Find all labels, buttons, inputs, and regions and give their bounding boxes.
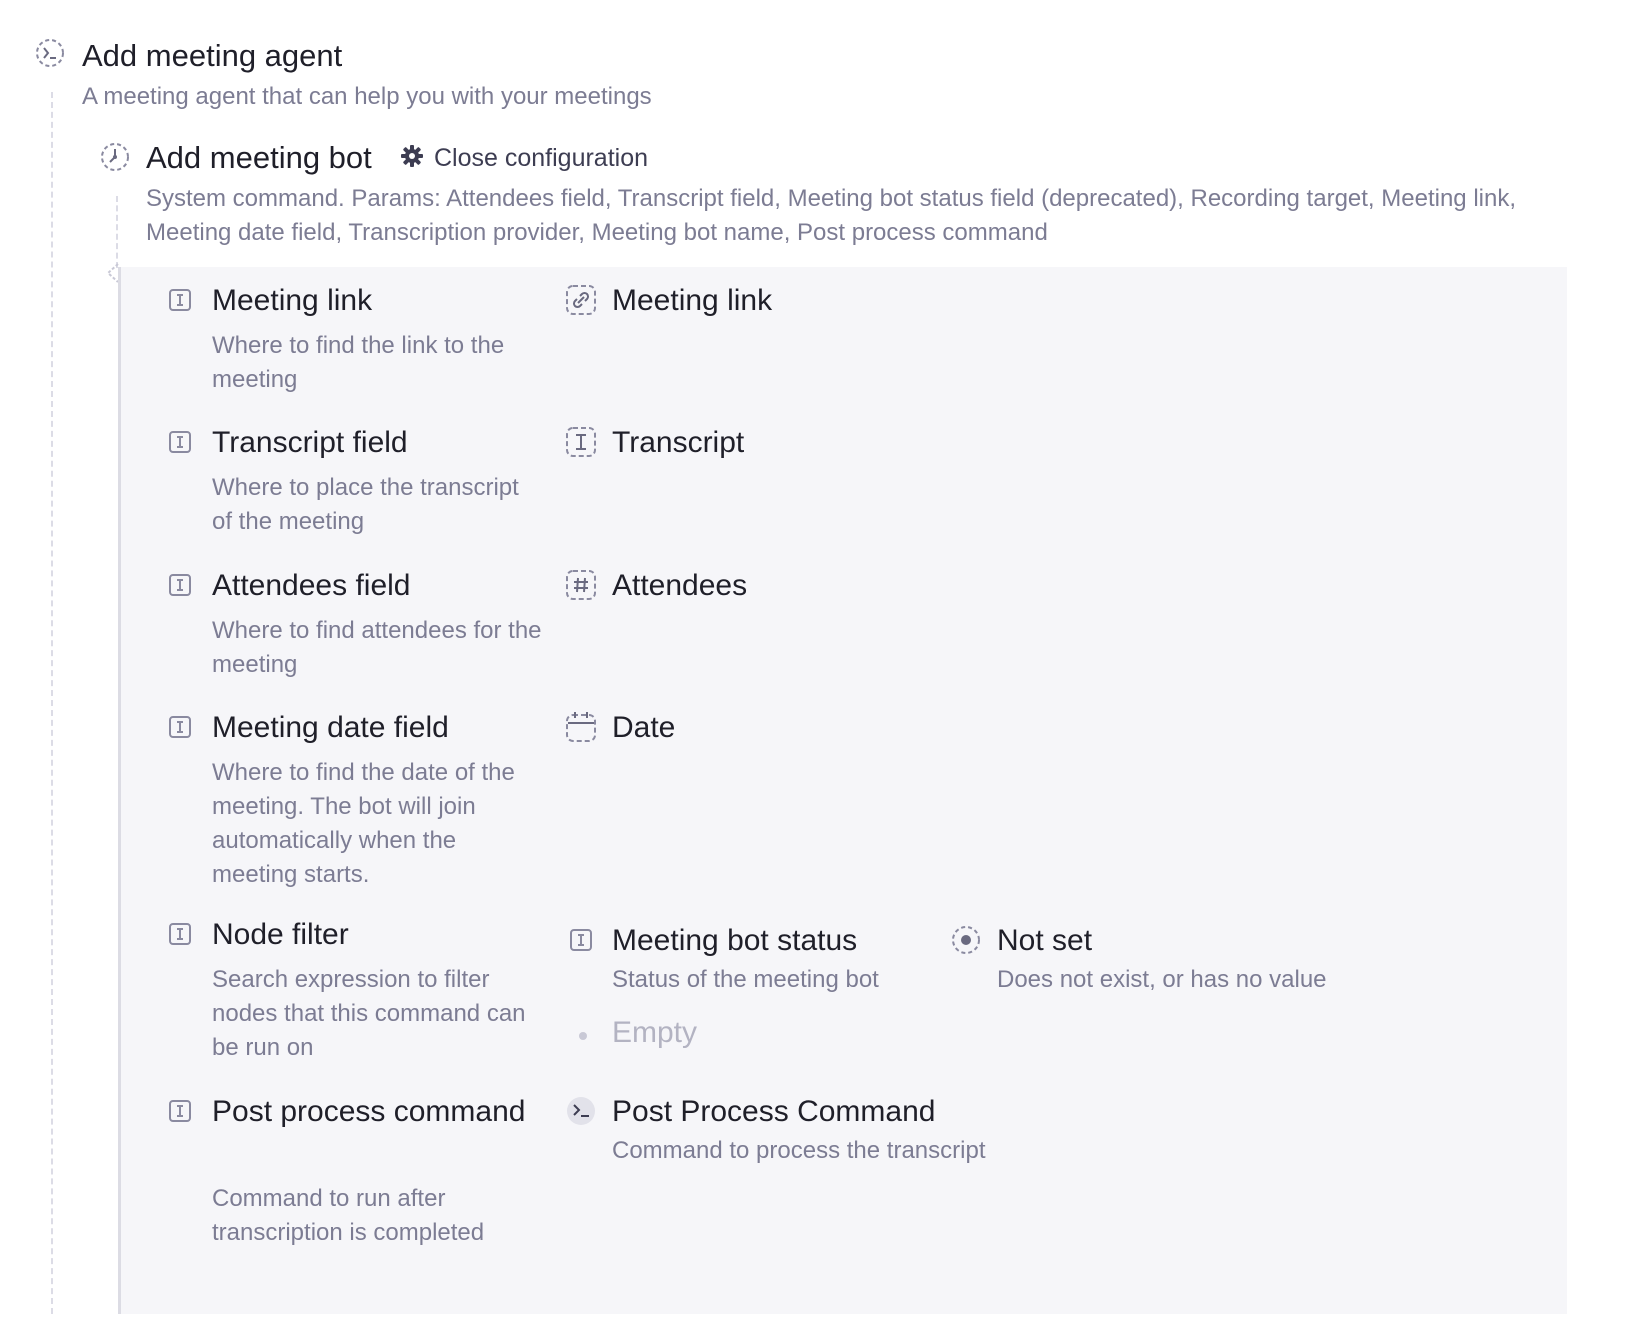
agent-terminal-icon [35, 38, 65, 68]
value-description: Status of the meeting bot [612, 966, 879, 993]
agent-title: Add meeting agent [82, 38, 343, 73]
value-description: Does not exist, or has no value [997, 966, 1327, 993]
close-configuration-label: Close configuration [434, 143, 649, 172]
value-name: Post Process Command [612, 1095, 936, 1128]
param-description: Search expression to filter nodes that this command can be run on [212, 966, 526, 1061]
text-field-icon [566, 427, 596, 462]
param-name: Meeting date field [212, 711, 449, 744]
filter-field-meeting-bot-status[interactable] [566, 919, 926, 999]
value-name: Not set [997, 924, 1093, 957]
agent-tree-guide [51, 92, 53, 1314]
empty-label: Empty [612, 1016, 698, 1049]
calendar-field-icon [566, 712, 596, 747]
terminal-icon [566, 1096, 596, 1131]
link-field-icon [566, 285, 596, 320]
param-description: Where to find attendees for the meeting [212, 617, 542, 678]
text-field-icon [169, 1100, 191, 1127]
param-name: Node filter [212, 918, 349, 951]
configuration-panel [118, 267, 1567, 1314]
bot-tree-guide [116, 196, 118, 268]
gear-icon [400, 144, 424, 173]
filter-add-empty[interactable] [566, 1011, 766, 1057]
param-description: Where to find the link to the meeting [212, 332, 505, 393]
bot-icon [100, 142, 130, 172]
text-field-icon [169, 574, 191, 601]
agent-description: A meeting agent that can help you with your meetings [82, 83, 652, 110]
value-name: Meeting bot status [612, 924, 858, 957]
text-field-icon [169, 431, 191, 458]
hash-field-icon [566, 570, 596, 605]
radio-dot-icon [951, 925, 981, 960]
param-value-meeting-link[interactable] [566, 279, 966, 325]
value-name: Meeting link [612, 284, 773, 317]
text-field-icon [169, 716, 191, 743]
value-name: Transcript [612, 426, 745, 459]
param-name: Meeting link [212, 284, 373, 317]
close-configuration-button[interactable] [400, 139, 648, 177]
param-value-date[interactable] [566, 706, 966, 752]
text-field-icon [570, 929, 592, 956]
param-value-post-process-command[interactable] [566, 1090, 1026, 1170]
param-name: Transcript field [212, 426, 408, 459]
param-name: Post process command [212, 1095, 526, 1128]
param-value-transcript[interactable] [566, 421, 966, 467]
value-name: Date [612, 711, 676, 744]
param-description: Where to place the transcript of the meeting [212, 474, 519, 535]
filter-condition-not-set[interactable] [951, 919, 1371, 999]
text-field-icon [169, 923, 191, 950]
param-name: Attendees field [212, 569, 411, 602]
param-description: Where to find the date of the meeting. The bot will join automatically when the meeting starts. [212, 759, 515, 888]
param-value-attendees[interactable] [566, 564, 966, 610]
bullet-icon [578, 1028, 588, 1046]
value-name: Attendees [612, 569, 748, 602]
value-description: Command to process the transcript [612, 1137, 986, 1164]
text-field-icon [169, 289, 191, 316]
bot-description: System command. Params: Attendees field, Transcript field, Meeting bot status field (deprecated), Recording target, Meeting link, Meeting date field, Transcription provider, Meeting bot name, Post process command [146, 185, 1516, 246]
param-description: Command to run after transcription is completed [212, 1185, 485, 1246]
bot-title: Add meeting bot [146, 140, 372, 175]
